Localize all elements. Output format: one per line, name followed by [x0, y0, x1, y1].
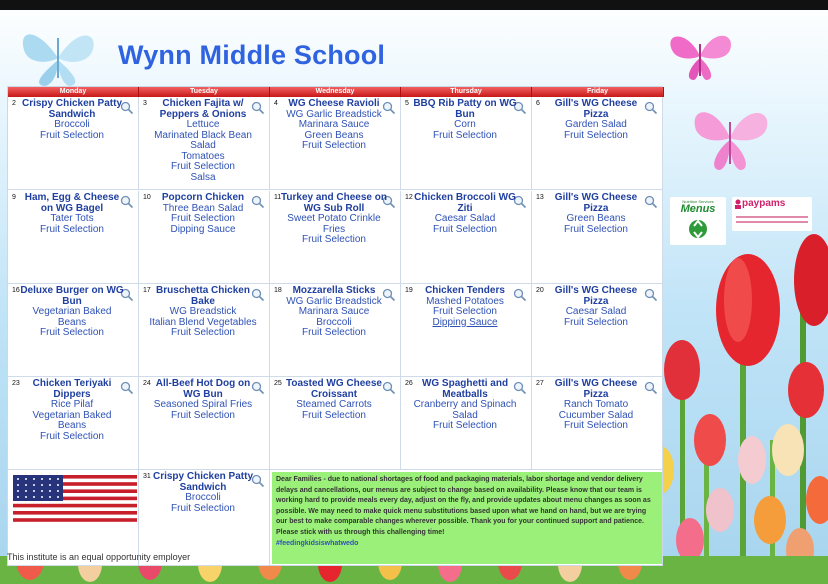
day-header: Thursday — [401, 87, 532, 97]
entree-name[interactable]: Chicken Broccoli WG Ziti — [414, 192, 516, 214]
day-cell — [401, 377, 532, 470]
date-number: 2 — [12, 100, 16, 107]
side-item: Fruit Selection — [302, 327, 366, 338]
entree-name[interactable]: Toasted WG Cheese Croissant — [286, 378, 382, 400]
date-number: 24 — [143, 380, 151, 387]
notice-box — [272, 472, 662, 564]
entree-name[interactable]: Bruschetta Chicken Bake — [156, 285, 250, 307]
date-number: 27 — [536, 380, 544, 387]
side-item: Garden Salad — [565, 119, 627, 130]
date-number: 3 — [143, 100, 147, 107]
side-item: Three Bean Salad — [162, 202, 244, 214]
day-header: Wednesday — [270, 87, 401, 97]
side-item: Fruit Selection — [564, 129, 628, 141]
date-number: 26 — [405, 380, 413, 387]
entree-name[interactable]: Gill's WG Cheese Pizza — [554, 378, 638, 400]
entree-name[interactable]: WG Cheese Ravioli — [288, 98, 380, 109]
side-item: Vegetarian Baked Beans — [32, 409, 112, 431]
side-item: Fruit Selection — [171, 327, 235, 338]
entree-name[interactable]: Gill's WG Cheese Pizza — [554, 192, 638, 214]
side-item: Broccoli — [185, 492, 221, 503]
menu-items — [542, 379, 650, 432]
side-item: Cranberry and Spinach Salad — [413, 399, 517, 421]
side-item: Green Beans — [304, 129, 364, 141]
entree-name[interactable]: Turkey and Cheese on WG Sub Roll — [281, 192, 387, 214]
side-item: Sweet Potato Crinkle Fries — [287, 213, 381, 235]
side-item: Mashed Potatoes — [426, 295, 504, 307]
day-cell — [139, 284, 270, 377]
side-item: Broccoli — [54, 119, 90, 130]
paypams-logo-line — [736, 216, 808, 218]
menus-logo — [670, 197, 726, 245]
date-number: 16 — [12, 287, 20, 294]
date-number: 13 — [536, 194, 544, 201]
recycle-icon — [688, 217, 708, 241]
side-item: Marinara Sauce — [298, 306, 370, 317]
date-number: 31 — [143, 473, 151, 480]
menu-items — [18, 99, 126, 141]
menu-items — [280, 99, 388, 152]
side-item: Salsa — [190, 171, 216, 183]
day-cell — [270, 377, 401, 470]
entree-name[interactable]: Deluxe Burger on WG Bun — [20, 285, 124, 307]
side-item: Fruit Selection — [302, 409, 366, 421]
entree-name[interactable]: Crispy Chicken Patty Sandwich — [152, 471, 254, 493]
day-cell — [8, 377, 139, 470]
day-cell — [139, 97, 270, 190]
side-item: Fruit Selection — [433, 129, 497, 141]
day-header: Monday — [8, 87, 139, 97]
side-item: Seasoned Spiral Fries — [153, 399, 253, 410]
day-cell — [401, 97, 532, 190]
side-item: Corn — [454, 119, 476, 130]
side-item: Rice Pilaf — [50, 399, 94, 410]
entree-name[interactable]: Ham, Egg & Cheese on WG Bagel — [24, 192, 120, 214]
side-item: Caesar Salad — [434, 213, 496, 224]
date-number: 5 — [405, 100, 409, 107]
day-cell — [139, 191, 270, 284]
date-number: 19 — [405, 287, 413, 294]
side-item: Ranch Tomato Cucumber Salad — [558, 399, 634, 421]
menu-items — [149, 472, 257, 514]
side-item: Dipping Sauce — [432, 316, 498, 328]
menu-items — [411, 99, 519, 141]
entree-name[interactable]: Mozzarella Sticks — [292, 285, 376, 296]
day-cell — [532, 191, 663, 284]
us-flag-image — [13, 475, 137, 525]
side-item: Fruit Selection — [433, 306, 497, 317]
side-item: Fruit Selection — [433, 420, 497, 431]
menu-items — [149, 379, 257, 421]
side-item: Fruit Selection — [433, 223, 497, 235]
menu-items — [149, 99, 257, 183]
date-number: 6 — [536, 100, 540, 107]
paypams-logo-word: paypams — [742, 198, 786, 209]
top-bar — [0, 0, 828, 10]
day-cell — [401, 284, 532, 377]
day-cell — [532, 377, 663, 470]
side-item: Marinated Black Bean Salad — [154, 129, 252, 151]
side-item: Green Beans — [566, 213, 626, 224]
day-header: Tuesday — [139, 87, 270, 97]
date-number: 9 — [12, 194, 16, 201]
side-item: Dipping Sauce — [170, 223, 236, 235]
side-item: Fruit Selection — [40, 430, 104, 442]
side-item: Broccoli — [316, 316, 352, 328]
side-item: Tomatoes — [181, 150, 225, 162]
day-cell — [270, 191, 401, 284]
side-item: Caesar Salad — [565, 306, 627, 317]
side-item: WG Breadstick — [169, 306, 237, 317]
date-number: 4 — [274, 100, 278, 107]
date-number: 12 — [405, 194, 413, 201]
date-number: 18 — [274, 287, 282, 294]
side-item: Fruit Selection — [171, 213, 235, 224]
pink-butterfly-icon — [680, 98, 780, 178]
menu-items — [542, 193, 650, 235]
entree-name[interactable]: All-Beef Hot Dog on WG Bun — [155, 378, 251, 400]
menu-items — [280, 286, 388, 339]
paypams-logo-line — [736, 221, 808, 223]
entree-name[interactable]: Gill's WG Cheese Pizza — [554, 285, 638, 307]
side-item: Tater Tots — [50, 213, 94, 224]
side-item: Fruit Selection — [564, 420, 628, 431]
side-item: Fruit Selection — [40, 327, 104, 338]
side-item: Fruit Selection — [564, 316, 628, 328]
entree-name[interactable]: Chicken Teriyaki Dippers — [32, 378, 112, 400]
entree-name[interactable]: Gill's WG Cheese Pizza — [554, 98, 638, 120]
side-item: Fruit Selection — [302, 140, 366, 151]
date-number: 10 — [143, 194, 151, 201]
menus-logo-word: Menus — [680, 203, 716, 215]
side-item: Italian Blend Vegetables — [149, 316, 257, 328]
menu-items — [542, 286, 650, 328]
menu-items — [149, 193, 257, 235]
date-number: 11 — [274, 194, 282, 201]
side-item: Fruit Selection — [564, 223, 628, 235]
entree-name[interactable]: BBQ Rib Patty on WG Bun — [413, 98, 517, 120]
side-item: Steamed Carrots — [296, 399, 372, 410]
side-item: Lettuce — [186, 119, 220, 130]
paypams-logo — [732, 197, 812, 231]
side-item: Fruit Selection — [40, 223, 104, 235]
date-number: 17 — [143, 287, 151, 294]
entree-name[interactable]: WG Spaghetti and Meatballs — [421, 378, 509, 400]
menu-items — [18, 379, 126, 442]
entree-name[interactable]: Chicken Fajita w/ Peppers & Onions — [159, 98, 247, 120]
day-cell — [270, 97, 401, 190]
day-cell — [532, 284, 663, 377]
menu-items — [411, 193, 519, 235]
entree-name[interactable]: Crispy Chicken Patty Sandwich — [21, 98, 123, 120]
menus-logo-caption: Nutrition Services — [682, 199, 714, 204]
side-item: Fruit Selection — [40, 129, 104, 141]
side-item: Marinara Sauce — [298, 119, 370, 130]
page-title: Wynn Middle School — [118, 40, 386, 70]
menu-items — [280, 193, 388, 246]
date-number: 20 — [536, 287, 544, 294]
day-cell — [139, 377, 270, 470]
side-item: Fruit Selection — [171, 502, 235, 514]
day-cell — [8, 284, 139, 377]
blue-butterfly-icon — [18, 18, 98, 90]
side-item: Fruit Selection — [171, 161, 235, 172]
day-cell — [401, 191, 532, 284]
notice-hashtag[interactable]: #feedingkidsiswhatwedo — [276, 539, 359, 547]
equal-opportunity-statement: This institute is an equal opportunity employer — [7, 552, 191, 562]
date-number: 23 — [12, 380, 20, 387]
side-item: Vegetarian Baked Beans — [32, 306, 112, 328]
day-cell — [8, 97, 139, 190]
menu-items — [542, 99, 650, 141]
side-item: WG Garlic Breadstick — [286, 108, 382, 120]
day-cell — [8, 191, 139, 284]
side-item: Fruit Selection — [171, 409, 235, 421]
day-header: Friday — [532, 87, 664, 97]
paypams-person-icon — [734, 199, 742, 209]
menu-items — [411, 286, 519, 328]
day-cell — [532, 97, 663, 190]
day-cell — [270, 284, 401, 377]
menu-items — [18, 286, 126, 339]
notice-text: Dear Families - due to national shortages of food and packaging materials, labor shortage and vendor delivery delays and cancellations, our menus are subject to change based on availability. Please know that our team is working hard to provide meals every day, adjust on the fly, and provide updates about menu changes as soon as possible. We may need to make quick menu substitutions based upon what we hand on hand, but we are trying our best to make comparable changes wherever possible. Thank you for your continued support and patience. Please stick with us through this challenging time! — [276, 476, 651, 536]
pink-butterfly-icon — [660, 26, 740, 86]
menu-items — [149, 286, 257, 339]
side-item: Fruit Selection — [302, 234, 366, 245]
menu-items — [280, 379, 388, 421]
side-item: WG Garlic Breadstick — [286, 295, 382, 307]
menu-items — [411, 379, 519, 432]
menu-items — [18, 193, 126, 235]
date-number: 25 — [274, 380, 282, 387]
entree-name[interactable]: Popcorn Chicken — [161, 192, 245, 203]
entree-name[interactable]: Chicken Tenders — [425, 285, 505, 296]
